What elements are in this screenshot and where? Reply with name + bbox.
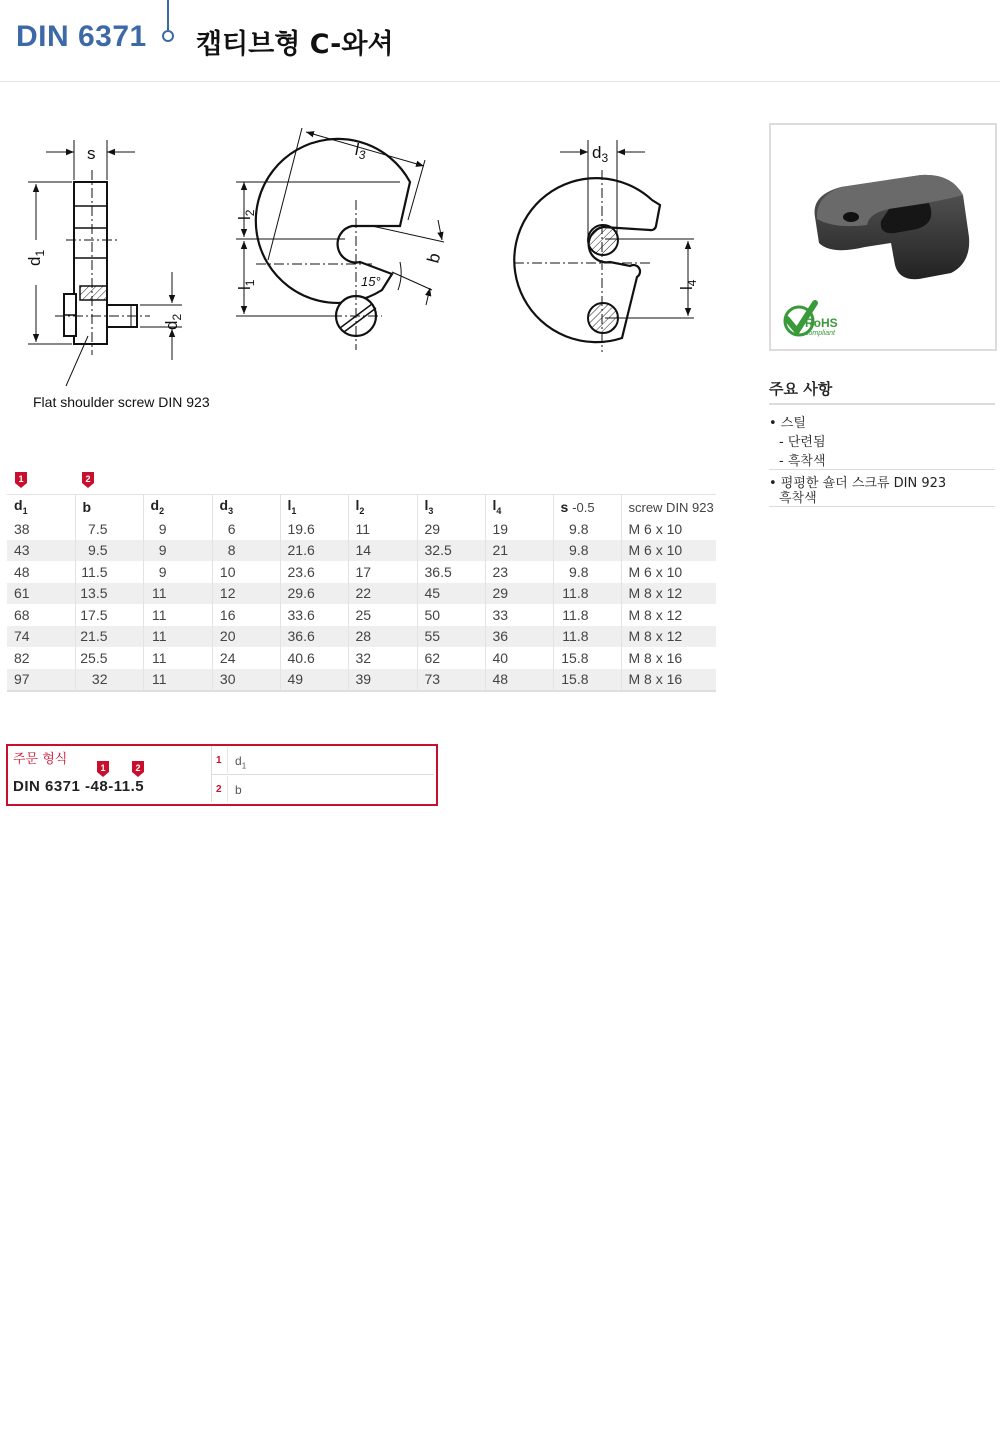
table-cell: 49	[280, 669, 348, 692]
rohs-text: RoHS	[805, 316, 838, 330]
dim-label-l3: $l_3$	[355, 140, 366, 162]
dim-label-d1: $d_1$	[25, 249, 47, 266]
product-photo	[769, 123, 997, 351]
table-cell: 33	[485, 604, 553, 626]
table-cell: 9.8	[553, 561, 621, 583]
table-cell: 62	[417, 647, 485, 669]
table-cell: 48	[14, 563, 30, 580]
order-title: 주문 형식	[13, 752, 68, 767]
table-cell: M 6 x 10	[621, 518, 716, 540]
table-cell: 55	[417, 626, 485, 648]
table-cell: 19.6	[280, 518, 348, 540]
table-cell: 11	[143, 669, 212, 692]
table-cell: 73	[417, 669, 485, 692]
table-cell: 22	[348, 583, 417, 605]
order-legend-label: b	[235, 783, 242, 797]
col-header-l1: $l_1$	[280, 495, 348, 519]
rohs-compliant-text: compliant	[805, 330, 835, 337]
order-legend-sep	[227, 776, 228, 802]
table-cell: 40.6	[280, 647, 348, 669]
table-cell: 97	[7, 669, 75, 692]
column-badge-2	[81, 471, 95, 489]
table-row	[7, 604, 716, 626]
table-cell: 21	[485, 540, 553, 562]
svg-text:2: 2	[85, 474, 91, 484]
table-cell: 6	[212, 518, 280, 540]
dim-label-l2: $l_2$	[235, 209, 257, 220]
table-cell: 11	[143, 604, 212, 626]
table-cell: 11.8	[553, 626, 621, 648]
header-divider-line	[167, 0, 169, 30]
table-cell: 9.8	[553, 518, 621, 540]
table-header-row	[7, 495, 716, 519]
table-cell: 13.5	[75, 583, 143, 605]
order-legend-num: 1	[216, 755, 222, 766]
table-cell: M 6 x 10	[621, 561, 716, 583]
col-header-b: b	[75, 495, 143, 519]
table-cell: 9	[143, 518, 212, 540]
dim-label-d2: $d_2$	[162, 313, 184, 330]
dim-label-l1: $l_1$	[235, 279, 257, 290]
col-header-d1: $d_1$	[7, 495, 75, 519]
table-cell: 10	[212, 561, 280, 583]
table-cell: 20	[212, 626, 280, 648]
table-cell: 7.5	[75, 518, 143, 540]
feature-item: • 평평한 숄더 스크류 DIN 923	[769, 476, 947, 491]
table-cell: 19	[485, 518, 553, 540]
dim-label-l4: $l_4$	[677, 279, 699, 290]
table-cell: M 8 x 16	[621, 669, 716, 692]
table-cell: 11	[348, 518, 417, 540]
dim-label-s: s	[87, 144, 96, 163]
features-rule-top	[769, 403, 995, 405]
table-row	[7, 626, 716, 648]
table-cell: 29	[485, 583, 553, 605]
table-cell: M 6 x 10	[621, 540, 716, 562]
table-cell: 50	[417, 604, 485, 626]
table-cell: 24	[212, 647, 280, 669]
table-cell: 32	[75, 669, 143, 692]
table-cell: 14	[348, 540, 417, 562]
features-title: 주요 사항	[769, 380, 833, 398]
table-cell: 9.8	[553, 540, 621, 562]
c-washer-photo	[815, 175, 970, 279]
col-header-s: s -0.5	[553, 495, 621, 519]
col-header-d2: $d_2$	[143, 495, 212, 519]
table-cell: 25	[348, 604, 417, 626]
table-cell: 32	[348, 647, 417, 669]
table-cell: 23.6	[280, 561, 348, 583]
table-cell: 29	[417, 518, 485, 540]
table-cell: M 8 x 12	[621, 604, 716, 626]
table-cell: 9.5	[75, 540, 143, 562]
svg-text:2: 2	[135, 763, 141, 773]
table-cell: 8	[212, 540, 280, 562]
table-cell: 11.8	[553, 604, 621, 626]
order-legend-label: $d_1$	[235, 754, 247, 771]
table-cell: 11	[143, 583, 212, 605]
order-badge-1	[96, 760, 110, 778]
table-cell: 36.6	[280, 626, 348, 648]
order-badge-2	[131, 760, 145, 778]
table-cell: 39	[348, 669, 417, 692]
col-header-screw: screw DIN 923	[621, 495, 716, 519]
svg-text:1: 1	[100, 763, 106, 773]
table-cell: 61	[7, 583, 75, 605]
table-cell: 11.8	[553, 583, 621, 605]
angle-label: 15°	[361, 274, 381, 289]
table-cell: 11.5	[75, 561, 143, 583]
dim-label-d3: $d_3$	[592, 143, 609, 165]
table-row	[7, 561, 716, 583]
table-cell: 11	[143, 626, 212, 648]
features-rule-mid	[769, 469, 995, 470]
table-cell: 21.5	[75, 626, 143, 648]
rohs-logo	[785, 303, 838, 337]
table-cell: 15.8	[553, 669, 621, 692]
table-row	[7, 669, 716, 692]
order-legend-num: 2	[216, 784, 222, 795]
table-cell: 25.5	[75, 647, 143, 669]
order-legend-sep	[227, 747, 228, 773]
table-cell: 28	[348, 626, 417, 648]
screw-section-upper	[588, 225, 618, 255]
table-cell: 36	[485, 626, 553, 648]
table-cell: 17.5	[75, 604, 143, 626]
table-cell: 32.5	[417, 540, 485, 562]
features-rule-bottom	[769, 506, 995, 507]
feature-subitem: 흑착색	[779, 491, 817, 506]
table-row	[7, 583, 716, 605]
header-rule	[0, 81, 1000, 82]
table-cell: 16	[212, 604, 280, 626]
dimensions-table	[7, 494, 716, 692]
table-cell: 33.6	[280, 604, 348, 626]
col-header-l3: $l_3$	[417, 495, 485, 519]
table-cell: 38	[14, 520, 30, 537]
table-cell: 21.6	[280, 540, 348, 562]
table-cell: 30	[212, 669, 280, 692]
technical-drawing	[0, 110, 740, 420]
table-row	[7, 518, 716, 540]
page-title: 캡티브형 C-와셔	[196, 29, 394, 60]
col-header-d3: $d_3$	[212, 495, 280, 519]
col-header-l2: $l_2$	[348, 495, 417, 519]
table-cell: 68	[14, 606, 30, 623]
table-cell: 9	[143, 561, 212, 583]
table-cell: 9	[143, 540, 212, 562]
column-badge-1	[14, 471, 28, 489]
col-header-l4: $l_4$	[485, 495, 553, 519]
table-cell: M 8 x 12	[621, 626, 716, 648]
table-cell: 43	[7, 540, 75, 562]
table-cell: 23	[485, 561, 553, 583]
feature-subitem: - 흑착색	[779, 454, 826, 469]
table-cell: 15.8	[553, 647, 621, 669]
table-cell: M 8 x 16	[621, 647, 716, 669]
table-cell: 12	[212, 583, 280, 605]
order-code: DIN 6371 -48-11.5	[13, 778, 145, 795]
table-cell: 45	[417, 583, 485, 605]
table-cell: 29.6	[280, 583, 348, 605]
table-row	[7, 647, 716, 669]
table-cell: 74	[7, 626, 75, 648]
feature-subitem: - 단련됨	[779, 435, 826, 450]
table-cell: 17	[348, 561, 417, 583]
order-divider-h	[212, 774, 434, 775]
drawing-caption: Flat shoulder screw DIN 923	[33, 394, 210, 410]
front-view-angled	[256, 139, 410, 336]
table-row	[7, 540, 716, 562]
header-divider-dot	[162, 30, 174, 42]
dim-label-b: b	[423, 250, 445, 266]
table-cell: M 8 x 12	[621, 583, 716, 605]
table-cell: 11	[143, 647, 212, 669]
page-code: DIN 6371	[16, 20, 147, 53]
side-view	[64, 182, 137, 344]
feature-item: • 스틸	[769, 416, 806, 431]
table-cell: 48	[485, 669, 553, 692]
table-cell: 82	[14, 649, 30, 666]
svg-text:1: 1	[18, 474, 24, 484]
table-cell: 40	[485, 647, 553, 669]
table-cell: 36.5	[417, 561, 485, 583]
order-box	[6, 744, 438, 806]
